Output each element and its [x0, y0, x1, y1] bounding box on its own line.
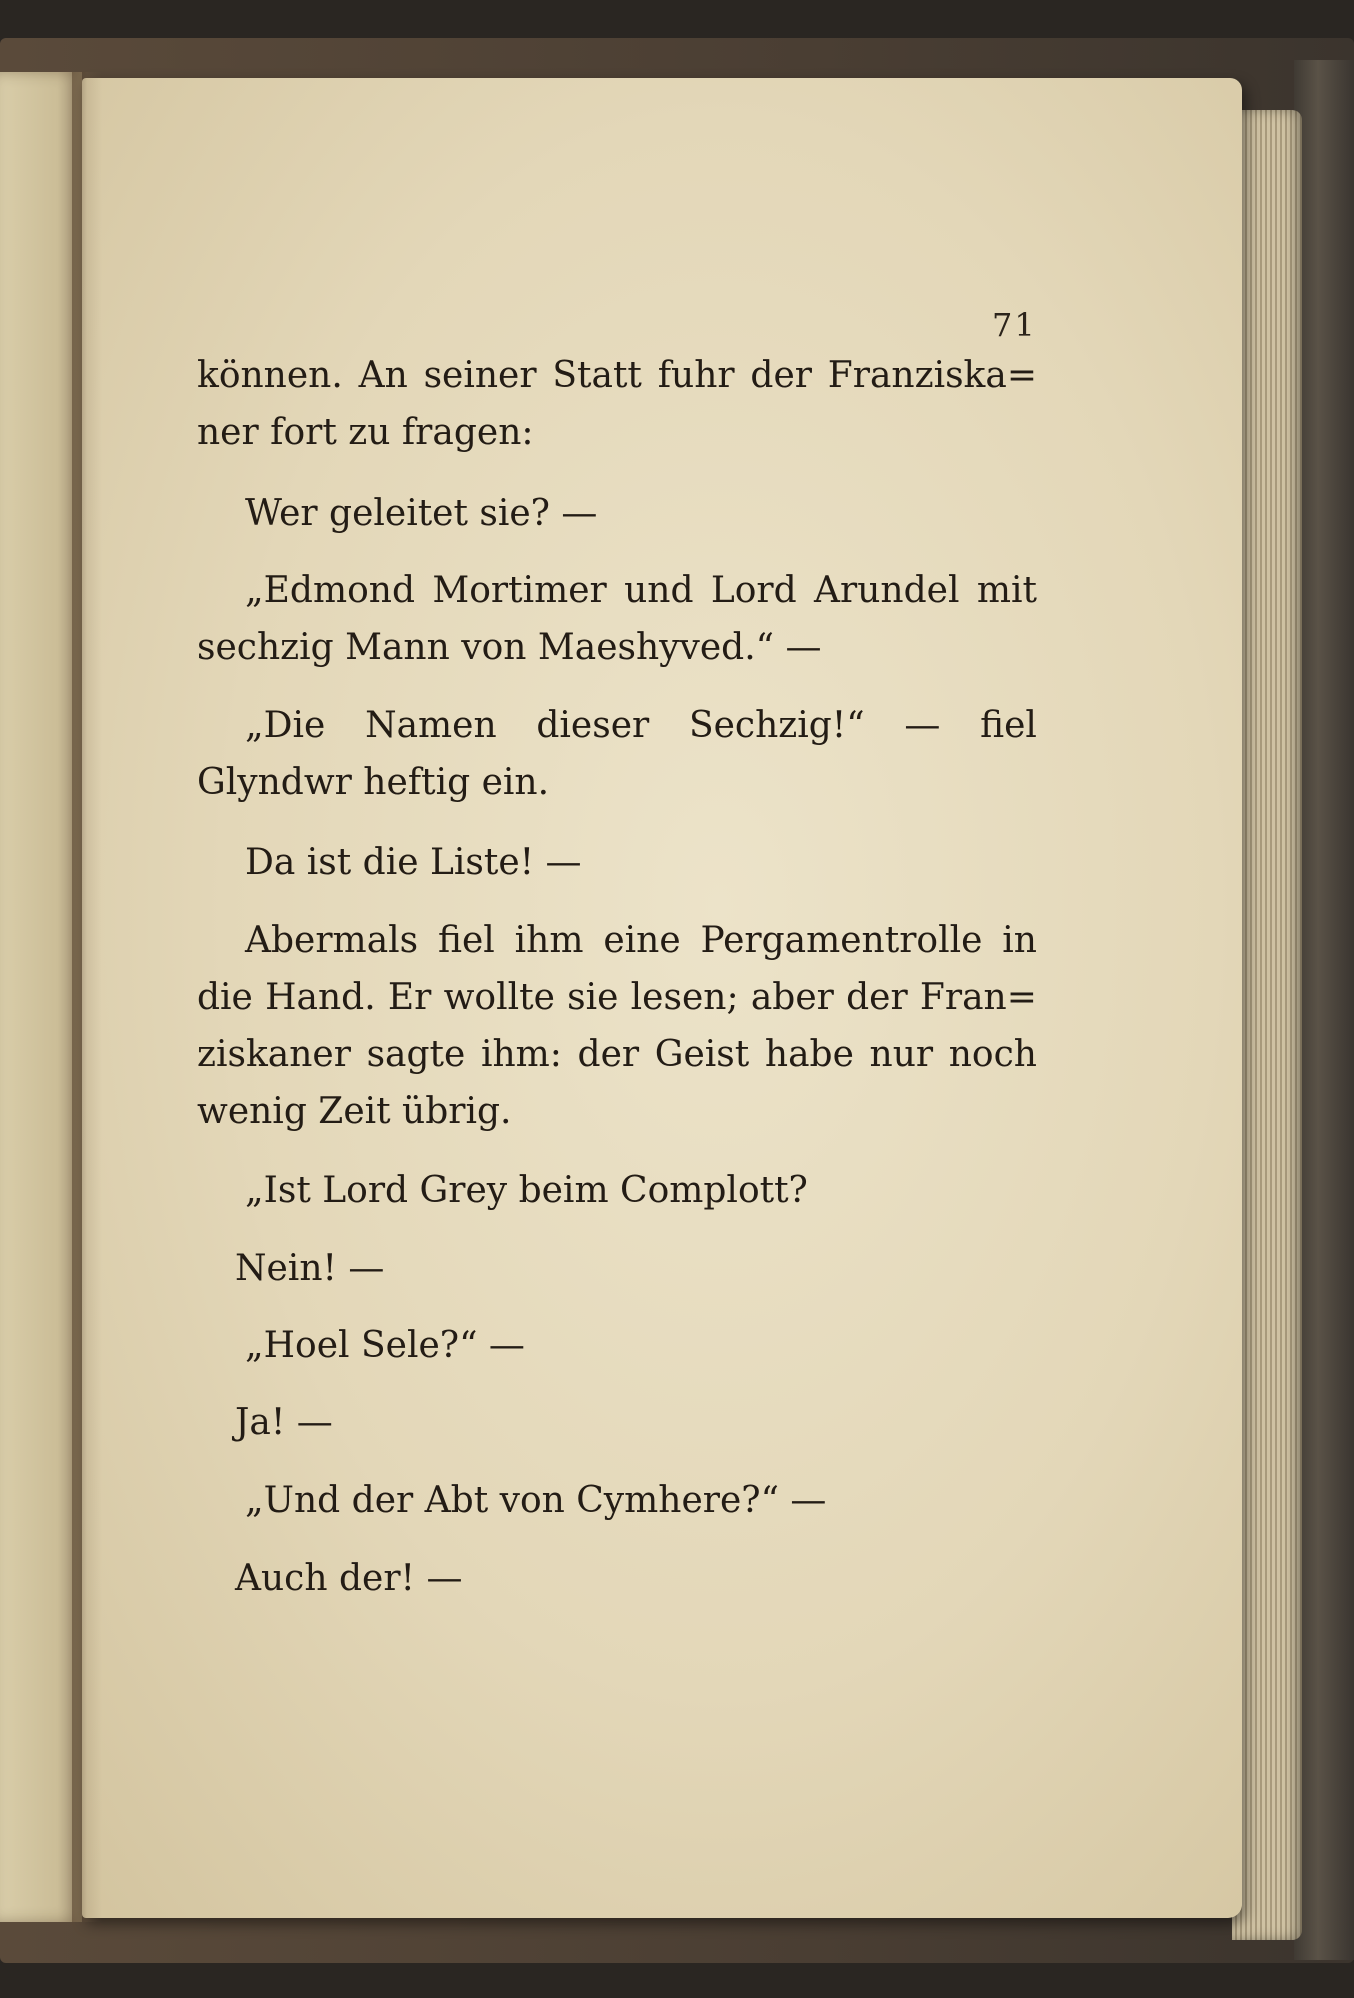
word: fuhr [657, 355, 735, 396]
word: ziskaner [197, 1034, 351, 1075]
word: fiel [980, 705, 1037, 746]
word: Geist [654, 1034, 750, 1075]
word: Fran= [919, 977, 1037, 1018]
text-line: Nein! — [235, 1248, 385, 1289]
word: „Edmond [245, 570, 416, 611]
word: „Die [245, 705, 326, 746]
text-line: Glyndwr heftig ein. [197, 762, 550, 803]
page-number: 71 [992, 306, 1037, 344]
word: noch [948, 1034, 1037, 1075]
word: nur [869, 1034, 934, 1075]
word: können. [197, 355, 343, 396]
text-line: Wer geleitet sie? — [245, 493, 598, 534]
text-line: sechzig Mann von Maeshyved.“ — [197, 627, 822, 668]
text-line: wenig Zeit übrig. [197, 1091, 512, 1132]
word: ihm: [480, 1034, 562, 1075]
book-spine-edge [1294, 60, 1354, 1960]
word: Hand. [265, 977, 376, 1018]
word: lesen; [630, 977, 739, 1018]
word: Mortimer [432, 570, 607, 611]
word: sagte [366, 1034, 466, 1075]
word: Statt [552, 355, 642, 396]
text-line: „Und der Abt von Cymhere?“ — [245, 1480, 827, 1521]
page-stack-edges [1232, 110, 1302, 1940]
facing-page [0, 72, 82, 1922]
word: Arundel [814, 570, 960, 611]
word: und [624, 570, 694, 611]
text-line: „Ist Lord Grey beim Complott? [245, 1170, 808, 1211]
text-line: Da ist die Liste! — [245, 842, 582, 883]
word: Lord [710, 570, 797, 611]
word: mit [976, 570, 1037, 611]
word: aber [750, 977, 834, 1018]
text-line [197, 975, 1037, 1021]
word: fiel [437, 920, 495, 961]
word: die [197, 977, 253, 1018]
text-line: „Hoel Sele?“ — [245, 1325, 525, 1366]
text-line [197, 1032, 1037, 1078]
word: — [904, 705, 941, 746]
text-line: Auch der! — [235, 1558, 463, 1599]
word: An [358, 355, 408, 396]
text-line: Ja! — [235, 1402, 333, 1443]
word: dieser [536, 705, 650, 746]
word: der [577, 1034, 640, 1075]
book-page [82, 78, 1242, 1918]
word: der [846, 977, 908, 1018]
word: wollte [443, 977, 555, 1018]
text-line [245, 918, 1037, 964]
word: eine [603, 920, 681, 961]
text-line [245, 703, 1037, 749]
word: Er [387, 977, 432, 1018]
word: der [750, 355, 812, 396]
word: Abermals [245, 920, 419, 961]
text-line: ner fort zu fragen: [197, 412, 534, 453]
word: ihm [514, 920, 584, 961]
word: Namen [365, 705, 497, 746]
word: habe [764, 1034, 854, 1075]
page-gutter-shadow [72, 72, 102, 1922]
word: in [1002, 920, 1037, 961]
word: Pergamentrolle [700, 920, 983, 961]
text-line [197, 353, 1037, 399]
text-line [245, 568, 1037, 614]
word: Franziska= [827, 355, 1037, 396]
word: seiner [423, 355, 537, 396]
word: sie [567, 977, 619, 1018]
word: Sechzig!“ [688, 705, 865, 746]
